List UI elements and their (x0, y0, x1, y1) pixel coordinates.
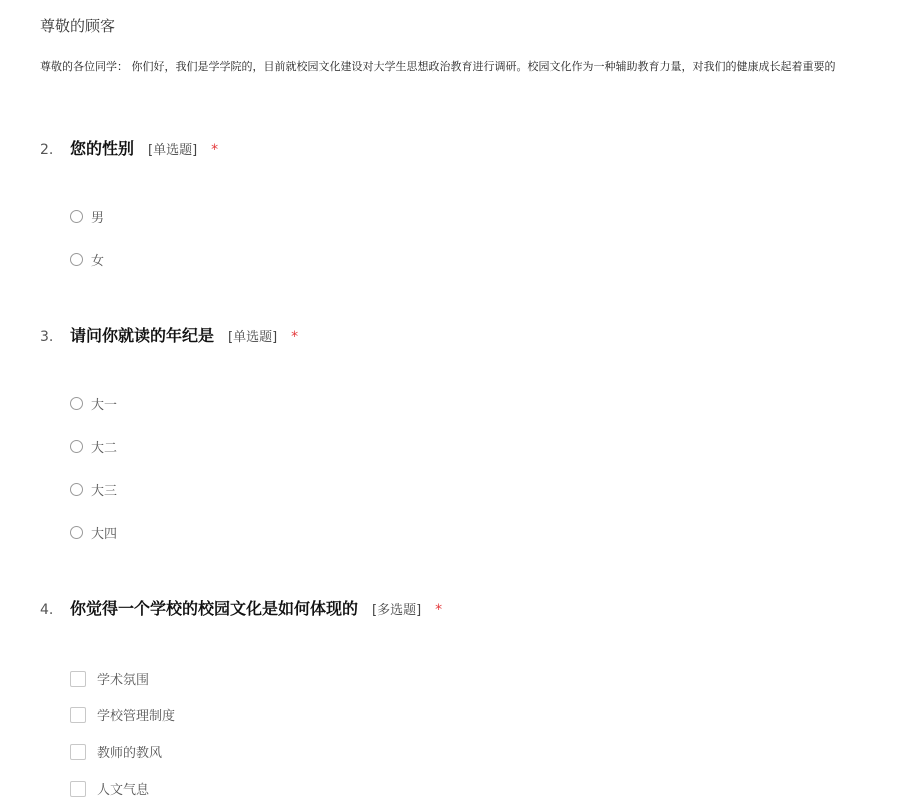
radio-button[interactable] (70, 483, 83, 496)
question-title: 你觉得一个学校的校园文化是如何体现的 (70, 599, 359, 618)
option-academic-atmosphere[interactable] (70, 669, 149, 688)
question-header (40, 323, 900, 346)
option-label: 大一 (91, 398, 118, 413)
option-label: 教师的教风 (97, 746, 163, 761)
option-female[interactable] (70, 250, 104, 269)
option-label: 学术氛围 (97, 673, 150, 688)
option-sophomore[interactable] (70, 437, 117, 456)
option-teaching-style[interactable] (70, 742, 162, 761)
required-marker: * (435, 602, 443, 618)
question-title: 您的性别 (70, 139, 135, 158)
question-gender (40, 136, 900, 269)
option-school-management[interactable] (70, 705, 175, 724)
survey-intro: 尊敬的各位同学： 你们好，我们是学学院的，目前就校园文化建设对大学生思想政治教育进行调研。校园文化作为一种辅助教育力量，对我们的健康成长起着重要的 (40, 60, 836, 73)
checkbox[interactable] (70, 781, 86, 797)
survey-title: 尊敬的顾客 (40, 17, 116, 35)
question-type-tag: [单选题] (228, 330, 278, 345)
option-label: 学校管理制度 (97, 709, 176, 724)
radio-button[interactable] (70, 526, 83, 539)
option-label: 大四 (91, 527, 118, 542)
question-type-tag: [单选题] (148, 143, 198, 158)
option-label: 女 (91, 254, 105, 269)
option-humanistic-spirit[interactable] (70, 779, 149, 798)
question-number: 4. (40, 602, 54, 618)
question-header (40, 136, 900, 159)
option-senior[interactable] (70, 523, 117, 542)
question-grade (40, 323, 900, 542)
question-header (40, 596, 900, 619)
option-freshman[interactable] (70, 394, 117, 413)
option-male[interactable] (70, 207, 104, 226)
question-number: 3. (40, 329, 54, 345)
radio-button[interactable] (70, 397, 83, 410)
checkbox[interactable] (70, 671, 86, 687)
question-campus-culture (40, 596, 900, 798)
option-label: 大二 (91, 441, 118, 456)
radio-button[interactable] (70, 253, 83, 266)
option-junior[interactable] (70, 480, 117, 499)
checkbox[interactable] (70, 707, 86, 723)
radio-button[interactable] (70, 440, 83, 453)
option-label: 男 (91, 211, 105, 226)
required-marker: * (291, 329, 299, 345)
option-label: 人文气息 (97, 783, 150, 798)
question-title: 请问你就读的年纪是 (70, 326, 215, 345)
question-number: 2. (40, 142, 54, 158)
checkbox[interactable] (70, 744, 86, 760)
option-label: 大三 (91, 484, 118, 499)
radio-button[interactable] (70, 210, 83, 223)
required-marker: * (211, 142, 219, 158)
question-type-tag: [多选题] (372, 603, 422, 618)
